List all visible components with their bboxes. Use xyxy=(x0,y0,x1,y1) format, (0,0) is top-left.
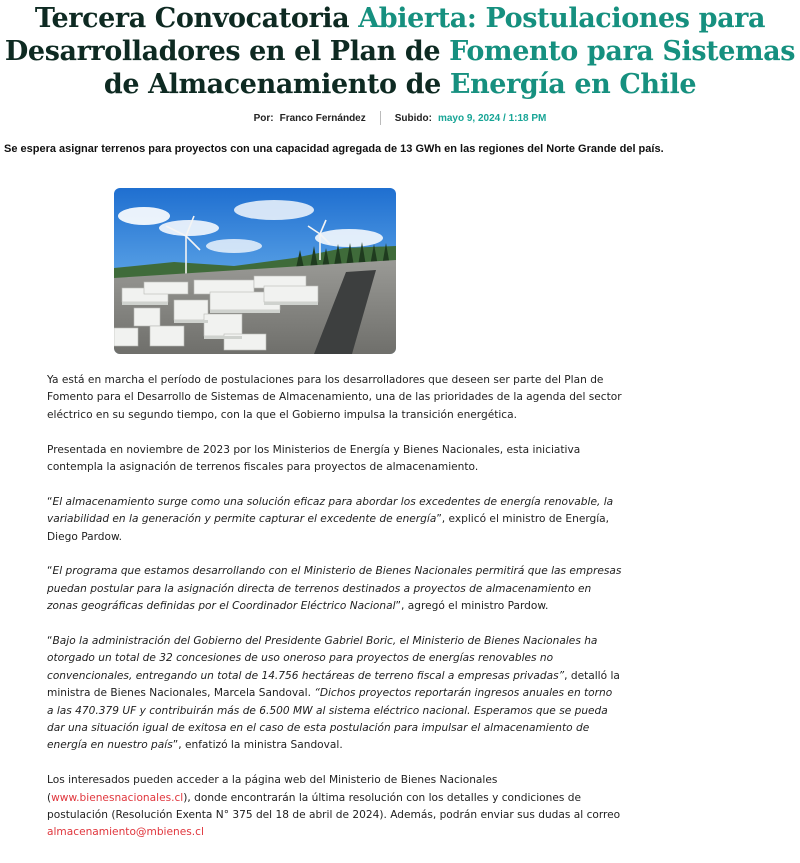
byline-divider xyxy=(380,111,381,125)
quote-mark: “ xyxy=(47,495,53,508)
quote-sandoval-2: “Dichos proyectos reportarán ingresos anuales en torno a las 470.379 UF y contribuirán más de 6.500 MW al sistema eléctrico nacional. Esperamos que se pueda dar una situación igual de exitosa en el caso de esta postulación para impulsar el almacenamiento de energía en nuestro país xyxy=(47,687,613,752)
uploaded-label: Subido: xyxy=(394,112,432,124)
title-text-3: de Almacenamiento de xyxy=(103,69,450,100)
author-name: Franco Fernández xyxy=(279,112,366,124)
attribution: ”, explicó el ministro de Energía, Diego Pardow. xyxy=(47,513,610,543)
author-label: Por: xyxy=(253,112,274,124)
article-lead: Se espera asignar terrenos para proyectos con una capacidad agregada de 13 GWh en las regiones del Norte Grande del país. xyxy=(4,143,664,155)
quote-diego-pardow-1: El almacenamiento surge como una solución eficaz para abordar los excedentes de energía renovable, la variabilidad en la generación y permite capturar el excedente de energía xyxy=(47,495,614,526)
publish-date: mayo 9, 2024 / 1:18 PM xyxy=(437,112,547,124)
byline xyxy=(0,111,800,125)
title-accent-1: Abierta: Postulaciones para xyxy=(358,3,766,34)
quote-diego-pardow-2: El programa que estamos desarrollando con el Ministerio de Bienes Nacionales permitirá que las empresas puedan postular para la asignación directa de terrenos destinados a proyectos de almacenamiento en zonas geográficas definidas por el Coordinador Eléctrico Nacional xyxy=(47,565,622,613)
quote-sandoval-1: Bajo la administración del Gobierno del Presidente Gabriel Boric, el Ministerio de Bienes Nacionales ha otorgado un total de 32 concesiones de uso oneroso para proyectos de energías renovables no convencionales, entregando un total de 14.756 hectáreas de terreno fiscal a empresas privadas” xyxy=(47,635,598,682)
hero-image xyxy=(114,188,396,354)
title-text-1: Tercera Convocatoria xyxy=(34,3,359,34)
paragraph-6-text: ), donde encontrarán la última resolución con los detalles y condiciones de postulación (Resolución Exenta N° 375 del 18 de abril de 2024). Además, podrán enviar sus dudas al correo xyxy=(47,791,621,822)
quote-mark: “ xyxy=(47,565,53,578)
paragraph-4 xyxy=(47,563,622,615)
attribution: ”, agregó el ministro Pardow. xyxy=(395,600,549,613)
attribution: , detalló la ministra de Bienes Nacionales, Marcela Sandoval. xyxy=(47,669,620,700)
title-accent-3: Energía en Chile xyxy=(449,69,697,100)
ministry-website-link[interactable]: www.bienesnacionales.cl xyxy=(51,791,184,804)
paragraph-5 xyxy=(47,633,622,755)
attribution: ”, enfatizó la ministra Sandoval. xyxy=(172,739,343,752)
paragraph-1: Ya está en marcha el período de postulaciones para los desarrolladores que deseen ser parte del Plan de Fomento para el Desarrollo de Sistemas de Almacenamiento, una de las prioridades de la agenda del sector eléctrico en su segundo tiempo, con la que el Gobierno impulsa la transición energética. xyxy=(47,374,622,421)
paragraph-2: Presentada en noviembre de 2023 por los Ministerios de Energía y Bienes Nacionales, esta iniciativa contempla la asignación de terrenos fiscales para proyectos de almacenamiento. xyxy=(47,443,581,474)
paragraph-3 xyxy=(47,494,622,546)
paragraph-6-text: Los interesados pueden acceder a la página web del Ministerio de Bienes Nacionales ( xyxy=(47,774,498,804)
quote-mark: “ xyxy=(47,635,53,648)
battery-storage-photo xyxy=(114,188,396,354)
title-text-2: Desarrolladores en el Plan de xyxy=(4,36,450,67)
contact-email-link[interactable]: almacenamiento@mbienes.cl xyxy=(47,826,204,839)
paragraph-6 xyxy=(47,772,622,842)
article-body xyxy=(47,372,622,859)
article-title xyxy=(0,0,800,101)
title-accent-2: Fomento para Sistemas xyxy=(449,36,796,67)
